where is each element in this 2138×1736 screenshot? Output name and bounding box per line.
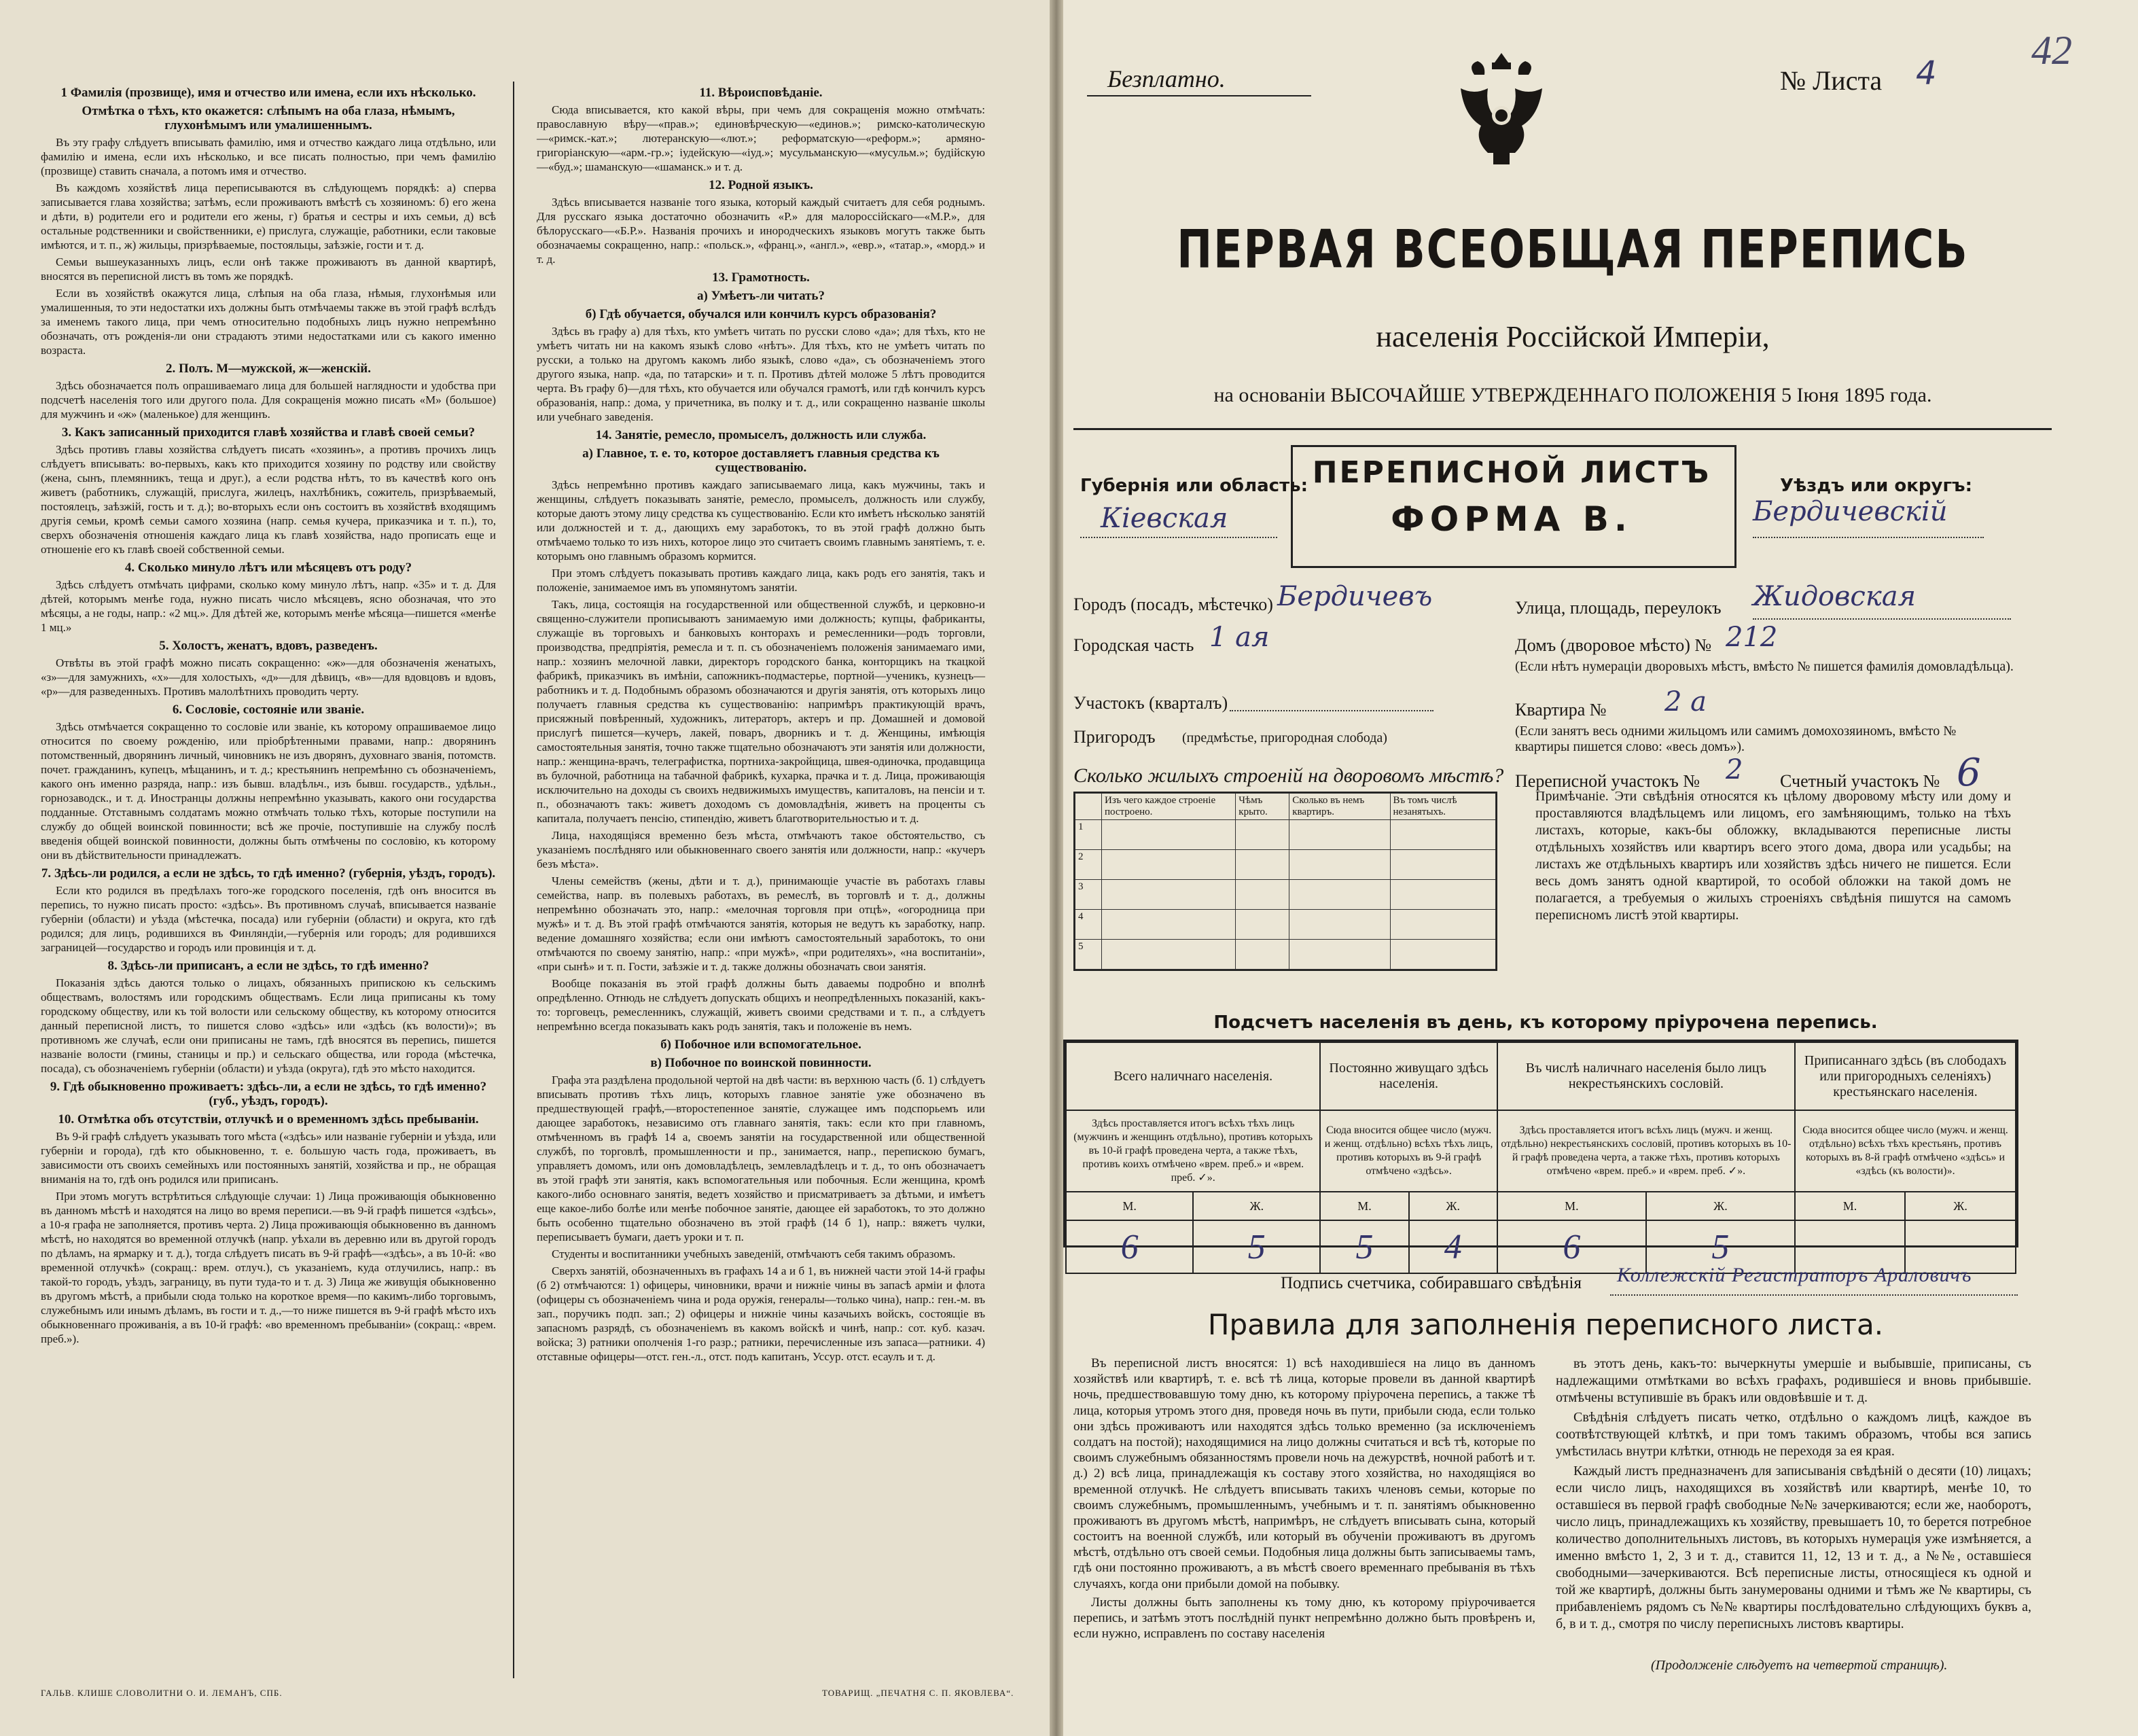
instruction-paragraph: При этомъ могутъ встрѣтиться слѣдующіе случаи: 1) Лица проживающія обыкновенно въ данномъ мѣстѣ и находятся на лицо во время переписи.—въ 9-й графѣ пишется «здѣсь», а 10-я графа не заполняется, противъ черта. 2) Лица проживающія обыкновенно въ данномъ мѣстѣ, но находятся во временной отлучкѣ (напр. уѣхали въ деревню или въ другой городъ по дѣламъ, на ярмарку и т. д.), тогда слѣдуетъ писать въ 9-й графѣ—«здѣсь», а въ 10-й: «во временной отлучкѣ» (сокращ.: врем. отлуч.), съ указаніемъ, куда отлучились, напр.: въ такой-то городъ, уѣздъ, заграницу, въ пути туда-то и т. д. 3) Лица же живущія обыкновенно въ другомъ мѣстѣ, а прибыли сюда только на короткое время—по какимъ-либо торговымъ, служебнымъ или инымъ дѣламъ, въ гости и т. д.,—то ниже пишется въ 9-й графѣ мѣсто ихъ обыкновеннаго проживанія, а въ 10-й графѣ: «во временномъ пребываніи» (сокращ.: «врем. преб.»).: [41, 1190, 496, 1345]
instruction-paragraph: Въ 9-й графѣ слѣдуетъ указывать того мѣста («здѣсь» или названіе губерніи и уѣзда, или губерніи и города), гдѣ кто обыкновенно, т. е. большую часть года, проживаетъ, въ зависимости отъ своихъ семейныхъ или постоянныхъ занятій, хозяйства и пр., не обращая вниманія на то, гдѣ онъ родился или приписанъ.: [41, 1130, 496, 1186]
instruction-paragraph: Вообще показанія въ этой графѣ должны быть даваемы подробно и вполнѣ опредѣленно. Отнюдь не слѣдуетъ допускать общихъ и неопредѣленныхъ показаній, какъ-то: торговецъ, ремесленникъ, служащій, живетъ своими средствами и т. п., а слѣдуетъ непремѣнно всегда показывать какъ родъ занятія, такъ и положеніе въ немъ.: [537, 977, 985, 1033]
instruction-heading: а) Умѣетъ-ли читать?: [697, 289, 825, 303]
instruction-paragraph: При этомъ слѣдуетъ показывать противъ каждаго лица, какъ родъ его занятія, такъ и положеніе, занимаемое имъ въ упомянутомъ занятіи.: [537, 567, 985, 594]
header-rule: [1073, 428, 2052, 430]
count-desc-permanent: Сюда вносится общее число (мужч. и женщ. отдѣльно) всѣхъ тѣхъ лицъ, противъ которыхъ въ 9-й графѣ отмѣчено «здѣсь».: [1320, 1110, 1497, 1192]
rules-paragraph: Въ переписной листъ вносятся: 1) всѣ находившіеся на лицо въ данномъ хозяйствѣ или квартирѣ, т. е. всѣ тѣ лица, которые провели въ данной квартирѣ ночь, предшествовавшую тому дню, къ которому пріурочена перепись, а также тѣ лица, которыя утромъ этого дня, проведя ночь въ пути, прибыли сюда, если только они здѣсь проживаютъ или находятся здѣсь только временно (за исключеніемъ солдатъ на постой); находящимися на лицо должны считаться и всѣ тѣ, которые по своимъ служебнымъ обязанностямъ провели ночь на дежурствѣ, ночной работѣ и т. д.) 2) всѣ лица, принадлежащія къ составу этого хозяйства, но находящіяся во временной отлучкѣ. Не слѣдуетъ вписывать такихъ членовъ семьи, которые по своимъ служебнымъ, промышленнымъ, учебнымъ и т. п. занятіямъ обыкновенно проживаютъ въ другомъ мѣстѣ, напримѣръ, не слѣдуетъ вписывать сына, который состоитъ на военной службѣ, или который въ обученіи проживаютъ въ другомъ мѣстѣ, отдѣльно отъ своей семьи. Подобныя лица должны быть записываемы тамъ, гдѣ они постоянно проживаютъ, а въ мѣстѣ своего временнаго пребыванія въ тѣхъ случаяхъ, когда они прибыли домой на побывку.: [1073, 1356, 1535, 1591]
instruction-heading: Отмѣтка о тѣхъ, кто окажется: слѣпымъ на оба глаза, нѣмымъ, глухонѣмымъ или умалишеннымъ.: [82, 104, 455, 132]
instruction-heading: 6. Сословіе, состояніе или званіе.: [172, 703, 365, 717]
instruction-paragraph: Сюда вписывается, кто какой вѣры, при чемъ для сокращенія можно отмѣчать: православную вѣру—«прав.»; единовѣрческую—«единов.»; римско-католическую—«римск.-кат.»; лютеранскую—«лют.»; реформатскую—«реформ.»; армяно-григоріанскую—«арм.-гр.»; іудейскую—«іуд.»; мусульманскую—«мусульм.»; будійскую—«буд.»; шаманскую—«шаманск.» и т. д.: [537, 103, 985, 173]
quarter-label: Участокъ (кварталъ): [1073, 693, 1228, 713]
count-permanent-female: 4: [1409, 1220, 1497, 1273]
archive-page-number: 42: [2031, 28, 2072, 73]
buildings-row-number: 3: [1075, 880, 1102, 910]
sheet-number-label: № Листа: [1780, 65, 1883, 96]
instruction-heading: 8. Здѣсь-ли приписанъ, а если не здѣсь, то гдѣ именно?: [107, 959, 429, 973]
rules-paragraph: Листы должны быть заполнены къ тому дню, къ которому пріурочивается перепись, и затѣмъ этотъ послѣдній пункт непремѣнно должно быть провѣренъ и, если нужно, исправленъ по составу населенія: [1073, 1595, 1535, 1642]
buildings-question: Сколько жилыхъ строеній на дворовомъ мѣстѣ?: [1073, 764, 1504, 787]
printer-imprint-left: ГАЛЬВ. КЛИШЕ СЛОВОЛИТНИ О. И. ЛЕМАНЪ, СПБ.: [41, 1688, 283, 1698]
rules-paragraph: Каждый листъ предназначенъ для записыванія свѣдѣній о десяти (10) лицахъ; если число лицъ, находящихся въ хозяйствѣ или квартирѣ, менѣе 10, то оставшіеся въ первой графѣ свободные №№ зачеркиваются; если же, наоборотъ, число лицъ, принадлежащихъ къ хозяйству, превышаетъ 10, то берется потребное количество дополнительныхъ листовъ, въ которыхъ нумерація уже измѣняется, а именно вмѣсто 1, 2, 3 и т. д., ставится 11, 12, 13 и т. д., а №№, оставшіеся свободными—зачеркиваются. Всѣ переписные листы, относящіеся къ одной и той же квартирѣ, должны быть занумерованы одними и тѣмъ же № квартиры, съ прибавленіемъ рядомъ съ №№ квартиры послѣдовательно слѣдующихъ буквъ а, б, в и т. д., смотря по числу переписныхъ листовъ квартиры.: [1556, 1464, 2031, 1631]
count-head-total: Всего наличнаго населенія.: [1066, 1042, 1320, 1110]
instruction-paragraph: Здѣсь противъ главы хозяйства слѣдуетъ писать «хозяинъ», а противъ прочихъ лицъ слѣдуетъ вписывать: во-первыхъ, какъ кто приходится хозяину по родству или свойству (жена, сынъ, племянникъ, теща и друг.), а если родства нѣтъ, то въ качествѣ кого онъ живетъ (работникъ, служащій, прислуга, жилецъ, нахлѣбникъ, сожитель, призрѣваемый, постоялецъ, заѣзжій, гость и т. д.); во-вторыхъ если онъ состоитъ въ хозяйствѣ входящимъ другія семьи, кромѣ семьи самого хозяина (напр. семья кучера, приказчика и т. п.), то, сверхъ обозначенія отношенія каждаго лица къ главѣ хозяйства, надо прописать еще и отношеніе его къ главѣ своей собственной семьи.: [41, 443, 496, 556]
instruction-paragraph: Семьи вышеуказанныхъ лицъ, если онѣ также проживаютъ въ данной квартирѣ, вносятся въ переписной листъ въ томъ же порядкѣ.: [41, 255, 496, 283]
instruction-heading: 10. Отмѣтка объ отсутствіи, отлучкѣ и о временномъ здѣсь пребываніи.: [58, 1112, 479, 1127]
female-header: Ж.: [1409, 1192, 1497, 1220]
instruction-heading: 1 Фамилія (прозвище), имя и отчество или имена, если ихъ нѣсколько.: [60, 86, 476, 100]
city-label: Городъ (посадъ, мѣстечко): [1073, 595, 1273, 614]
instruction-heading: 2. Полъ. М—мужской, ж—женскій.: [166, 361, 371, 376]
instruction-paragraph: Такъ, лица, состоящія на государственной или общественной службѣ, и церковно-и священно-служители прописываютъ занимаемую ими должность; купцы, фабриканты, служащіе въ торговыхъ и банковыхъ конторахъ и ремесленники—родъ торговли, производства, предпріятія, ремесла и т. п. съ обозначеніемъ положенія занимаемаго ими, напр.: хозяинъ мелочной лавки, директоръ городского банка, конторщикъ на ткацкой фабрикѣ, приказчикъ въ имѣніи, сапожникъ-подмастерье, портной—ученикъ, кузнецъ—работникъ и т. д. Подобнымъ образомъ обозначаются и другія занятія, отъ которыхъ лицо получаетъ главныя средства къ существованію: напримѣръ практикующій врачъ, присяжный повѣренный, художникъ, литераторъ, актеръ и пр. Домашней и домовой прислугѣ пишется—кучеръ, лакей, поваръ, дворникъ и т. д. Женщины, имѣющія самостоятельныя занятія, точно также тщательно обозначаютъ эти занятія или должности, напр.: женщина-врачъ, телеграфистка, портниха-закройщица, швея-одиночка, продавщица въ булочной, работница на табачной фабрикѣ, кухарка, прачка и т. д. Лица, проживающія исключительно на доходы съ своихъ недвижимыхъ имуществъ, капиталовъ, на пенсіи и т. п., обозначаютъ такъ: живетъ доходомъ съ домовладѣнія, живетъ на проценты съ капитала, получаетъ пенсію, стипендію, живетъ благотворительностью и т. д.: [537, 598, 985, 825]
male-header: М.: [1795, 1192, 1905, 1220]
printer-imprint-right: ТОВАРИЩ. „ПЕЧАТНЯ С. П. ЯКОВЛЕВА“.: [822, 1688, 1014, 1698]
instruction-paragraph: Здѣсь въ графу а) для тѣхъ, кто умѣетъ читать по русски слово «да»; для тѣхъ, кто не умѣетъ читать ни на какомъ языкѣ слово «нѣтъ». Для тѣхъ, кто не умѣетъ читать по русски, а только на другомъ какомъ либо языкѣ, слово «да», съ обозначеніемъ этого другого языка, напр. «да, по татарски» и т. п. Противъ дѣтей моложе 5 лѣтъ проводится черта. Въ графу б)—для тѣхъ, кто обучается или обучался грамотѣ, или гдѣ кончилъ курсъ образованія, напр.: дома, у причетника, въ полку и т. д., или сокращенно названіе школы или учебнаго заведенія.: [537, 325, 985, 423]
instruction-heading: а) Главное, т. е. то, которое доставляетъ главныя средства къ существованію.: [582, 446, 940, 475]
instructions-column-2: [537, 82, 985, 1366]
free-label: Безплатно.: [1107, 65, 1226, 92]
rules-column-1: [1073, 1356, 1535, 1644]
count-permanent-male: 5: [1320, 1220, 1408, 1273]
buildings-row-number: 2: [1075, 850, 1102, 880]
instruction-heading: 12. Родной языкъ.: [709, 178, 813, 192]
quarter-underline: [1230, 710, 1433, 711]
population-count-table: [1063, 1040, 2018, 1266]
instruction-heading: 14. Занятіе, ремесло, промыселъ, должность или служба.: [595, 428, 927, 442]
instruction-heading: 11. Вѣроисповѣданіе.: [699, 86, 823, 100]
population-count-title: Подсчетъ населенія въ день, къ которому пріурочена перепись.: [1213, 1012, 1878, 1033]
signature-underline: [1610, 1294, 2018, 1296]
count-total-male: 6: [1066, 1220, 1193, 1273]
free-underline: [1087, 95, 1311, 96]
instruction-paragraph: Въ эту графу слѣдуетъ вписывать фамилію, имя и отчество каждаго лица отдѣльно, или фамилію и имена, если ихъ нѣсколько, и все писать полностью, при чемъ фамилію (прозвище) ставить сначала, а потомъ имя и отчество.: [41, 136, 496, 177]
continuation-note: (Продолженіе слѣдуетъ на четвертой страницѣ).: [1651, 1658, 1948, 1673]
count-head-non-peasant: Въ числѣ наличнаго населенія было лицъ некрестьянскихъ сословій.: [1497, 1042, 1795, 1110]
count-head-peasant: Приписаннаго здѣсь (въ слободахъ или пригородныхъ селеніяхъ) крестьянскаго населенія.: [1795, 1042, 2016, 1110]
instruction-paragraph: Здѣсь слѣдуетъ отмѣчать цифрами, сколько кому минуло лѣтъ, напр. «35» и т. д. Для дѣтей, которымъ менѣе года, нужно писать число мѣсяцевъ, ясно обозначая, что это мѣсяцы, а не годы, напр.: «2 мц.». Для дѣтей же, которымъ менѣе мѣсяца—пишется «менѣе 1 мц.»: [41, 578, 496, 634]
sheet-number-value: 4: [1916, 54, 1937, 92]
flat-label: Квартира №: [1515, 700, 1607, 720]
instruction-heading: 3. Какъ записанный приходится главѣ хозяйства и главѣ своей семьи?: [61, 425, 476, 440]
buildings-row-number: 5: [1075, 940, 1102, 970]
province-value: Кіевская: [1101, 503, 1228, 534]
female-header: Ж.: [1646, 1192, 1795, 1220]
instruction-paragraph: Въ каждомъ хозяйствѣ лица переписываются въ слѣдующемъ порядкѣ: а) сперва записывается глава хозяйства; затѣмъ, если проживаютъ вмѣстѣ съ хозяиномъ: б) его жена и дѣти, в) родители его и родители его жены, г) братья и сестры и ихъ семьи, д) всѣ остальные родственники и свойственники, е) прислуга, служащіе, работники, если таковые имѣются, и т. п., ж) жильцы, призрѣваемые, постояльцы, заѣзжіе, гости и т. д.: [41, 181, 496, 251]
instruction-heading: б) Побочное или вспомогательное.: [660, 1038, 861, 1052]
buildings-row-number: 4: [1075, 910, 1102, 940]
house-value: 212: [1726, 622, 1778, 653]
signature-label: Подпись счетчика, собиравшаго свѣдѣнія: [1281, 1274, 1582, 1292]
instruction-heading: 5. Холостъ, женатъ, вдовъ, разведенъ.: [159, 639, 378, 653]
female-header: Ж.: [1905, 1192, 2016, 1220]
buildings-header-flats: Сколько въ немъ квартиръ.: [1289, 794, 1390, 820]
instruction-heading: 4. Сколько минуло лѣтъ или мѣсяцевъ отъ роду?: [124, 561, 412, 575]
district-underline: [1753, 537, 1984, 538]
street-value: Жидовская: [1753, 581, 1917, 612]
instruction-paragraph: Если въ хозяйствѣ окажутся лица, слѣпыя на оба глаза, нѣмыя, глухонѣмыя или умалишенныя, то эти недостатки ихъ должны быть отмѣчаемы также въ этой графѣ вслѣдъ за именемъ такого лица, при чемъ относительно подобныхъ лицъ нужно непремѣнно обозначать, отъ рожденія-ли они страдаютъ этими недостатками или съ какого именно возраста.: [41, 287, 496, 357]
instruction-paragraph: Здѣсь непремѣнно противъ каждаго записываемаго лица, какъ мужчины, такъ и женщины, слѣдуетъ показывать занятіе, ремесло, промыселъ, должность или службу, которые даютъ этому лицу средства къ существованію. Если кто имѣетъ нѣсколько занятій или должностей и т. д., дающихъ ему заработокъ, то въ этой графѣ должно быть отмѣчаемо только то изъ нихъ, которое лицо это считаетъ своимъ главнымъ занятіемъ, т. е. которымъ оно главнымъ образомъ кормится.: [537, 478, 985, 563]
house-label: Домъ (дворовое мѣсто) №: [1515, 635, 1712, 655]
count-desc-total: Здѣсь проставляется итогъ всѣхъ тѣхъ лицъ (мужчинъ и женщинъ отдѣльно), противъ которыхъ въ 10-й графѣ проведена черта, а также тѣхъ, противъ коихъ отмѣчено «врем. преб.» и «врем. преб. ✓».: [1066, 1110, 1320, 1192]
province-underline: [1080, 537, 1277, 538]
male-header: М.: [1320, 1192, 1408, 1220]
count-total-female: 5: [1193, 1220, 1320, 1273]
city-value: Бердичевъ: [1277, 581, 1433, 612]
buildings-note: Примѣчаніе. Эти свѣдѣнія относятся къ цѣлому дворовому мѣсту или дому и проставляются владѣльцемъ или лицомъ, его замѣняющимъ, только на тѣхъ листахъ, которые, какъ-бы обложку, вкладываются переписные листы отдѣльныхъ хозяйствъ или квартиръ всего этого дома, двора или усадьбы; на листахъ же отдѣльныхъ квартиръ или хозяйствъ здѣсь ничего не пишется. Если весь домъ занятъ одной квартирой, то особой обложки на такой домъ не полагается, а требуемыя о жилыхъ строеніяхъ свѣдѣнія пишутся на самомъ переписномъ листѣ этой квартиры.: [1535, 789, 2011, 923]
instruction-heading: б) Гдѣ обучается, обучался или кончилъ курсъ образованія?: [585, 307, 937, 321]
count-non-peasant-male: 6: [1497, 1220, 1646, 1273]
count-desc-non-peasant: Здѣсь проставляется итогъ всѣхъ лицъ (мужч. и женщ. отдѣльно) некрестьянскихъ сословій, противъ которыхъ въ 10-й графѣ проведена черта, а также тѣхъ, противъ которыхъ отмѣчено «врем. преб.» и «врем. преб. ✓».: [1497, 1110, 1795, 1192]
instruction-paragraph: Члены семействъ (жены, дѣти и т. д.), принимающіе участіе въ работахъ главы семейства, напр. въ полевыхъ работахъ, въ ремеслѣ, въ торговлѣ и т. д., должны непремѣнно обозначать это, напр.: «мелочная торговля при отцѣ», «огородница при мужѣ» и т. д. Въ этой графѣ отмѣчаются занятія, которыя не ведутъ къ заработку, напр. ведение домашняго хозяйства; если они имѣютъ самостоятельный заработокъ, то они отмѣчаются по своему занятію, напр.: «при мужѣ», «при родителяхъ», «на воспитаніи», «при сынѣ» и т. п. Гости, заѣзжіе и т. д. также должны обозначать свои занятія.: [537, 874, 985, 973]
census-district-label: Переписной участокъ №: [1515, 771, 1700, 791]
instructions-column-1: [41, 82, 496, 1349]
instruction-paragraph: Показанія здѣсь даются только о лицахъ, обязанныхъ припискою къ сельскимъ обществамъ, волостямъ или городскимъ обществамъ. Если лица приписаны къ тому городскому обществу, или къ той волости или сельскому обществу, къ которому относится данный переписной листъ, то пишется слово «здѣсь» или «здѣсь (къ волости)»; въ противномъ же случаѣ, если они приписаны не тамъ, гдѣ вносятся въ перепись, пишется названіе волости (гмины, станицы и пр.) и сельскаго общества, или города (мѣстечка, посада), съ обозначеніемъ губерніи (области) и уѣзда (округа), гдѣ это мѣсто находится.: [41, 976, 496, 1075]
city-part-label: Городская часть: [1073, 635, 1194, 655]
double-headed-eagle-emblem: [1454, 48, 1549, 170]
rules-title: Правила для заполненія переписного листа.: [1207, 1308, 1884, 1341]
page-fold: [1050, 0, 1063, 1736]
buildings-header-material: Изъ чего каждое строеніе построено.: [1102, 794, 1236, 820]
instruction-heading: 9. Гдѣ обыкновенно проживаетъ: здѣсь-ли, а если не здѣсь, то гдѣ именно? (губ., уѣздъ, городъ).: [50, 1080, 487, 1108]
instruction-paragraph: Здѣсь вписывается названіе того языка, который каждый считаетъ для себя роднымъ. Для русскаго языка достаточно обозначить «Р.» для малороссійскаго—«М.Р.», для бѣлорусскаго—«Б.Р.». Названія прочихъ и инородческихъ языковъ могутъ также быть обозначаемы сокращенно, напр.: «польск.», «франц.», «англ.», «евр.», «татар.», «морд.» и т. д.: [537, 196, 985, 266]
instruction-paragraph: Лица, находящіяся временно безъ мѣста, отмѣчаютъ такое обстоятельство, съ указаніемъ послѣдняго или обыкновеннаго своего занятія или должности, напр.: «кучеръ безъ мѣста».: [537, 829, 985, 870]
rules-paragraph: Свѣдѣнія слѣдуетъ писать четко, отдѣльно о каждомъ лицѣ, каждое въ соотвѣтствующей клѣткѣ, и при томъ такимъ образомъ, чтобы вся запись умѣстилась внутри клѣтки, отнюдь не переходя за ея края.: [1556, 1410, 2031, 1459]
signature-value: Коллежскій Регистраторъ Араловичъ: [1617, 1264, 1972, 1286]
buildings-header-roof: Чѣмъ крыто.: [1236, 794, 1289, 820]
instruction-paragraph: Студенты и воспитанники учебныхъ заведеній, отмѣчаютъ себя такимъ образомъ.: [552, 1247, 956, 1260]
street-label: Улица, площадь, переулокъ: [1515, 598, 1722, 618]
city-part-value: 1 ая: [1209, 622, 1270, 653]
instruction-heading: в) Побочное по воинской повинности.: [650, 1056, 872, 1070]
suburb-note: (предмѣстье, пригородная слобода): [1182, 730, 1387, 745]
flat-note: (Если занятъ весь одними жильцомъ или самимъ домохозяиномъ, вмѣсто № квартиры пишется слово: «весь домъ»).: [1515, 724, 1957, 754]
buildings-row-number: 1: [1075, 820, 1102, 850]
flat-value: 2 а: [1664, 686, 1707, 718]
census-title: ПЕРВАЯ ВСЕОБЩАЯ ПЕРЕПИСЬ: [1177, 217, 1969, 281]
count-district-value: 6: [1957, 751, 1981, 795]
instruction-paragraph: Графа эта раздѣлена продольной чертой на двѣ части: въ верхнюю часть (б. 1) слѣдуетъ вписывать противъ тѣхъ лицъ, которыхъ главное занятіе уже обозначено въ предшествующей графѣ,—второстепенное занятіе, служащее имъ подспорьемъ или дающее заработокъ, независимо отъ главнаго занятія, такъ: если кто при главномъ, отмѣченномъ въ графѣ 14 а, своемъ занятіи на государственной или общественной службѣ, по торговлѣ, промышленности и пр., занимается, напр., перепискою бумагъ, управляетъ домомъ, или онъ домовладѣлецъ, землевладѣлецъ и т. д., то онъ обозначаетъ въ этой графѣ эти занятія, какъ вспомогательныя или побочныя. Если женщина, кромѣ какого-либо основнаго занятія, ведетъ хозяйство и присматриваетъ за дѣтьми, и имѣетъ еще какое-либо болѣе или менѣе побочное занятіе, дающее ей заработокъ, то это должно быть особенно тщательно обозначено въ этой графѣ (14 б 1), напр.: вяжетъ чулки, переписываетъ бумаги, даетъ уроки и т. п.: [537, 1074, 985, 1243]
province-label: Губернія или область:: [1080, 476, 1308, 496]
instruction-heading: 13. Грамотность.: [712, 270, 810, 285]
district-label: Уѣздъ или округъ:: [1780, 476, 1972, 496]
instruction-paragraph: Здѣсь отмѣчается сокращенно то сословіе или званіе, къ которому опрашиваемое лицо относится по своему рожденію, или пріобрѣтенными правами, напр.: дворянинъ потомственный, дворянинъ личный, чиновникъ не изъ дворянъ, духовнаго званія, потомств. почет. гражданинъ, купецъ, мѣщанинъ, и т. д.; крестьянинъ непремѣнно съ обозначеніемъ, какого онъ именно разряда, напр.: изъ бывш. владѣльч., изъ бывш. государств., удѣльн., горнозаводск., и т. д. Иностранцы должны непремѣнно указывать, какого они государства подданные. Отставнымъ солдатамъ можно отмѣчать только тѣхъ, которые поступили на службу до общей воинской повинности; всѣ же прочіе, поступившіе на службу послѣ введенія общей воинской повинности, должны быть отмѣчены по сословію, къ которому они въ дѣйствительности принадлежатъ.: [41, 720, 496, 862]
rules-paragraph: въ этотъ день, какъ-то: вычеркнуты умершіе и выбывшіе, приписаны, съ надлежащими отмѣтками во всѣхъ графахъ, родившіеся и вновь прибывшіе. отмѣчены вступившіе въ бракъ или овдовѣвшіе и т. д.: [1556, 1356, 2031, 1405]
count-district-label: Счетный участокъ №: [1780, 771, 1940, 791]
count-desc-peasant: Сюда вносится общее число (мужч. и женщ. отдѣльно) всѣхъ тѣхъ крестьянъ, противъ которыхъ въ 8-й графѣ отмѣчено «здѣсь» и «здѣсь (къ волости)».: [1795, 1110, 2016, 1192]
female-header: Ж.: [1193, 1192, 1320, 1220]
count-head-permanent: Постоянно живущаго здѣсь населенія.: [1320, 1042, 1497, 1110]
buildings-table: [1073, 792, 1497, 971]
instruction-paragraph: Здѣсь обозначается полъ опрашиваемаго лица для большей наглядности и удобства при подсчетѣ населенія того или другого пола. Для сокращенія можно писать «М» (большое) для мужчинъ и «ж» (маленькое) для женщинъ.: [41, 379, 496, 421]
form-title: ПЕРЕПИСНОЙ ЛИСТЪ: [1312, 455, 1711, 490]
decree-line: на основаніи ВЫСОЧАЙШЕ УТВЕРЖДЕННАГО ПОЛОЖЕНІЯ 5 Іюня 1895 года.: [1213, 384, 1932, 406]
male-header: М.: [1497, 1192, 1646, 1220]
form-type: ФОРМА В.: [1391, 499, 1633, 539]
instruction-paragraph: Отвѣты въ этой графѣ можно писать сокращенно: «ж»—для обозначенія женатыхъ, «з»—для замужнихъ, «х»—для холостыхъ, «д»—для дѣвицъ, «в»—для вдовцовъ и вдовъ, «р»—для разведенныхъ. Противъ малолѣтнихъ проводить черту.: [41, 656, 496, 698]
rules-column-2: [1556, 1356, 2031, 1635]
count-non-peasant-female: 5: [1646, 1220, 1795, 1273]
male-header: М.: [1066, 1192, 1193, 1220]
instruction-paragraph: Сверхъ занятій, обозначенныхъ въ графахъ 14 а и б 1, въ нижней части этой 14-й графы (б 2) отмѣчаются: 1) офицеры, чиновники, врачи и нижніе чины въ запасѣ арміи и флота (офицеры съ обозначеніемъ чина и рода оружія, генералы—только чина), напр.: ген.-м. въ зап., поручикъ подп. зап.; 2) офицеры и нижніе чины казачьихъ войскъ, состоящіе въ запасномъ разрядѣ, съ обозначеніемъ въ какомъ войскѣ и чинѣ, напр.: сот. куб. казач. войска; 3) ратники ополченія 1-го разр.; ратники, перечисленные изъ запаса—ратники. 4) отставные офицеры—отст. ген.-л., отст. подъ капитанъ, Уссур. отст. есаулъ и т. д.: [537, 1264, 985, 1363]
instruction-heading: 7. Здѣсь-ли родился, а если не здѣсь, то гдѣ именно? (губернія, уѣздъ, городъ).: [41, 866, 496, 881]
instruction-paragraph: Если кто родился въ предѣлахъ того-же городского поселенія, гдѣ онъ вносится въ перепись, то нужно писать просто: «здѣсь». Въ противномъ случаѣ, вписывается названіе губерніи (области) и уѣзда (мѣстечка, посада) или губерніи (области) и округа, кто гдѣ родился; для лицъ, родившихся въ Финляндіи,—губернія или городъ; для родившихся заграницей—государство и городъ или провинція и т. д.: [41, 884, 496, 954]
street-underline: [1753, 618, 2011, 620]
column-divider: [513, 82, 514, 1678]
district-value: Бердичевскій: [1753, 496, 1948, 527]
census-district-value: 2: [1726, 754, 1743, 785]
house-note: (Если нѣтъ нумераціи дворовыхъ мѣстъ, вмѣсто № пишется фамилія домовладѣльца).: [1515, 659, 2014, 674]
census-subtitle: населенія Россійской Имперіи,: [1376, 320, 1770, 353]
suburb-label: Пригородъ: [1073, 727, 1156, 747]
buildings-header-vacant: Въ томъ числѣ незанятыхъ.: [1390, 794, 1495, 820]
